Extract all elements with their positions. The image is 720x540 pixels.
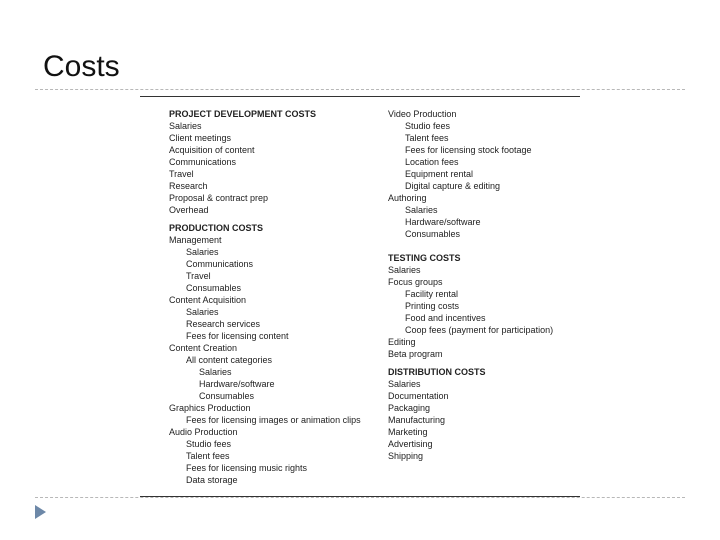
- list-item: Editing: [388, 337, 416, 347]
- list-item: Travel: [186, 271, 211, 281]
- list-item: Salaries: [199, 367, 232, 377]
- list-item: Marketing: [388, 427, 428, 437]
- list-item: Consumables: [186, 283, 242, 293]
- graphics-production-label: Graphics Production: [169, 403, 251, 413]
- list-item: Proposal & contract prep: [169, 193, 269, 203]
- content-categories-label: All content categories: [186, 355, 273, 365]
- list-item: Data storage: [186, 475, 238, 485]
- list-item: Fees for licensing stock footage: [405, 145, 532, 155]
- footer-divider: [35, 497, 685, 498]
- list-item: Salaries: [388, 379, 421, 389]
- video-production-label: Video Production: [388, 109, 457, 119]
- list-item: Food and incentives: [405, 313, 486, 323]
- list-item: Client meetings: [169, 133, 232, 143]
- list-item: Consumables: [405, 229, 461, 239]
- list-item: Salaries: [405, 205, 438, 215]
- list-item: Fees for licensing content: [186, 331, 289, 341]
- list-item: Location fees: [405, 157, 459, 167]
- list-item: Travel: [169, 169, 194, 179]
- list-item: Equipment rental: [405, 169, 474, 179]
- list-item: Packaging: [388, 403, 431, 413]
- list-item: Coop fees (payment for participation): [405, 325, 554, 335]
- focus-groups-label: Focus groups: [388, 277, 443, 287]
- content-creation-label: Content Creation: [169, 343, 238, 353]
- list-item: Studio fees: [186, 439, 232, 449]
- list-item: Documentation: [388, 391, 449, 401]
- list-item: Advertising: [388, 439, 433, 449]
- list-item: Salaries: [388, 265, 421, 275]
- project-development-heading: PROJECT DEVELOPMENT COSTS: [169, 109, 317, 119]
- slide-bullet-icon: [35, 505, 46, 519]
- list-item: Acquisition of content: [169, 145, 255, 155]
- list-item: Salaries: [186, 307, 219, 317]
- list-item: Digital capture & editing: [405, 181, 501, 191]
- distribution-heading: DISTRIBUTION COSTS: [388, 367, 486, 377]
- list-item: Consumables: [199, 391, 255, 401]
- list-item: Talent fees: [186, 451, 230, 461]
- list-item: Communications: [186, 259, 254, 269]
- list-item: Research: [169, 181, 208, 191]
- list-item: Fees for licensing music rights: [186, 463, 308, 473]
- list-item: Printing costs: [405, 301, 460, 311]
- production-heading: PRODUCTION COSTS: [169, 223, 264, 233]
- list-item: Manufacturing: [388, 415, 446, 425]
- title-divider: [35, 89, 685, 90]
- list-item: Shipping: [388, 451, 424, 461]
- list-item: Overhead: [169, 205, 209, 215]
- list-item: Hardware/software: [199, 379, 275, 389]
- list-item: Studio fees: [405, 121, 451, 131]
- list-item: Research services: [186, 319, 261, 329]
- list-item: Hardware/software: [405, 217, 481, 227]
- list-item: Facility rental: [405, 289, 459, 299]
- authoring-label: Authoring: [388, 193, 427, 203]
- testing-heading: TESTING COSTS: [388, 253, 461, 263]
- audio-production-label: Audio Production: [169, 427, 238, 437]
- list-item: Communications: [169, 157, 237, 167]
- list-item: Beta program: [388, 349, 443, 359]
- list-item: Salaries: [169, 121, 202, 131]
- table-bottom-rule: [140, 496, 580, 497]
- table-top-rule: [140, 96, 580, 97]
- list-item: Salaries: [186, 247, 219, 257]
- slide-title: Costs: [43, 50, 120, 83]
- left-column: [169, 108, 379, 486]
- management-label: Management: [169, 235, 222, 245]
- list-item: Fees for licensing images or animation clips: [186, 415, 361, 425]
- list-item: Talent fees: [405, 133, 449, 143]
- content-acquisition-label: Content Acquisition: [169, 295, 247, 305]
- right-column: [388, 108, 588, 462]
